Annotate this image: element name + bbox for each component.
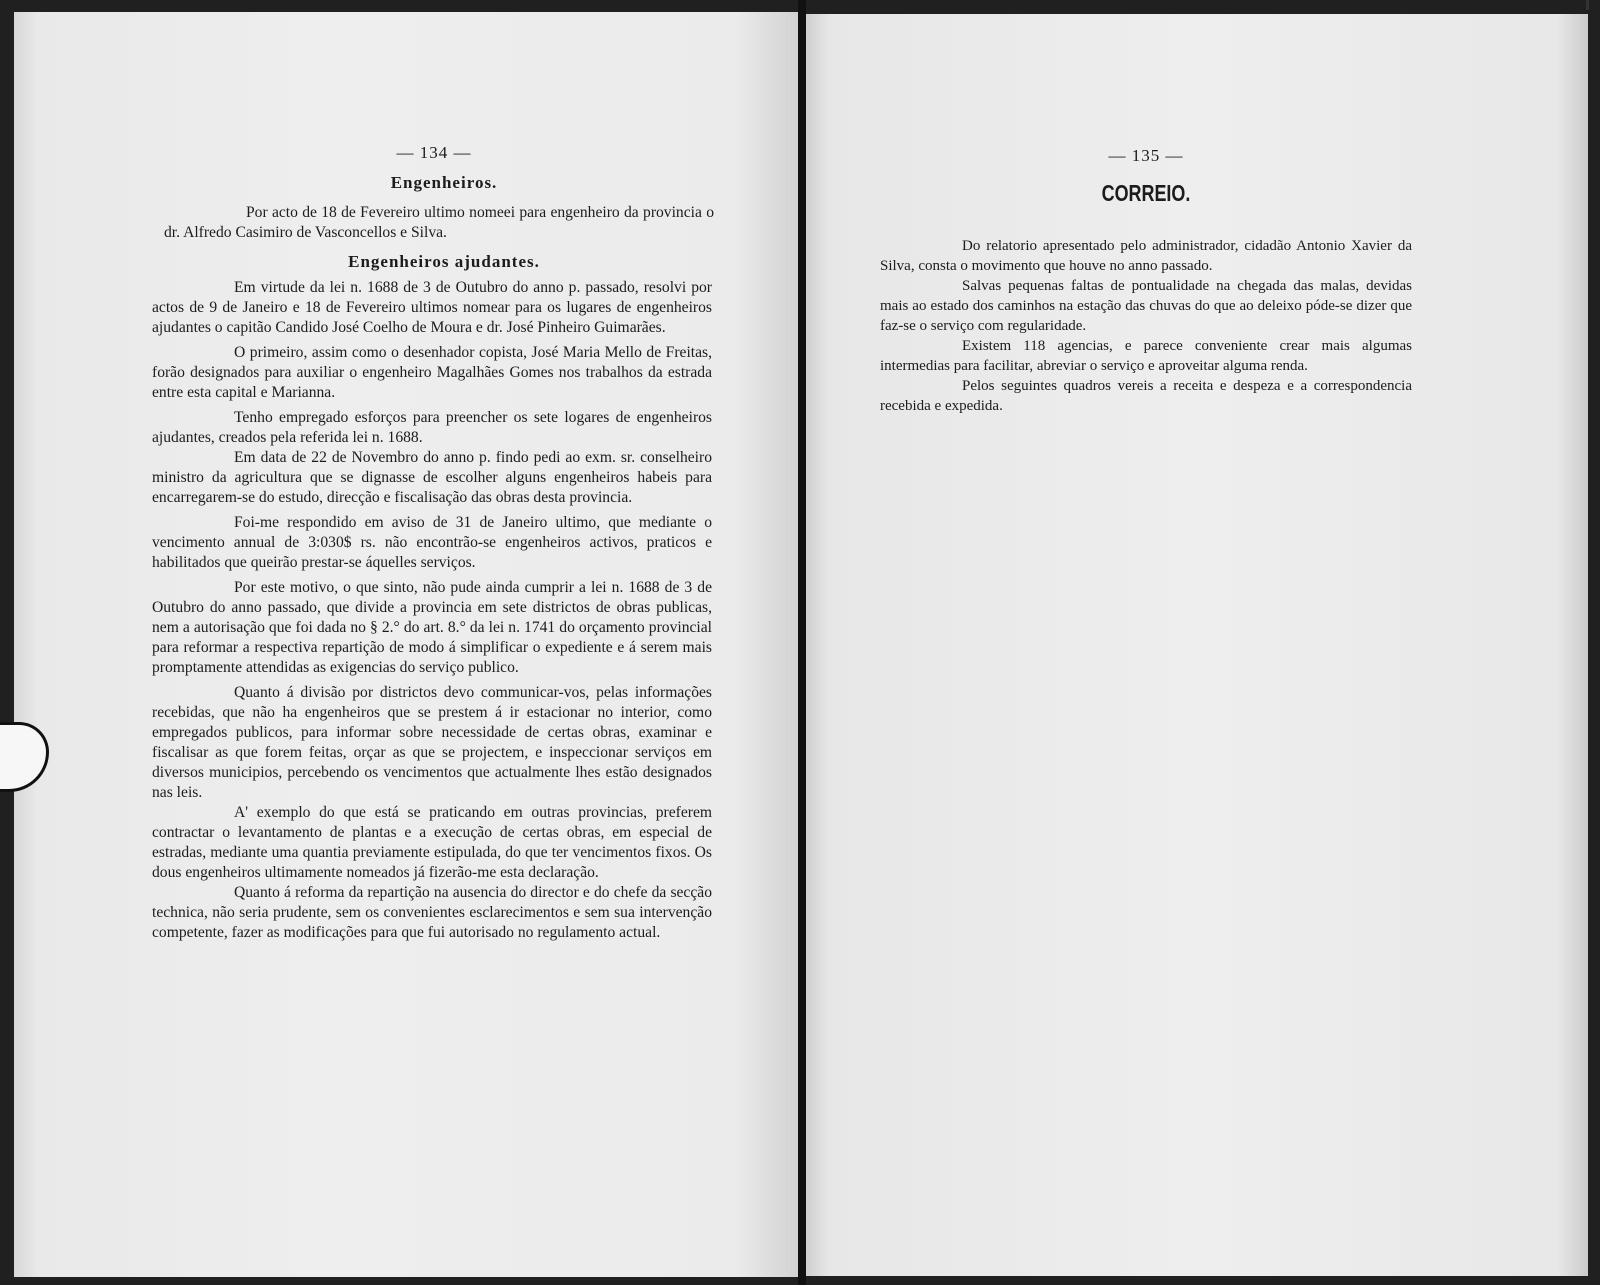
left-page — [14, 12, 798, 1277]
paragraph: Salvas pequenas faltas de pontualidade na chegada das malas, devidas mais ao estado dos caminhos na estação das chuvas do que ao deleixo póde-se dizer que faz-se o serviço com regularidade. — [880, 278, 1412, 334]
paragraph: A' exemplo do que está se praticando em outras provincias, preferem contractar o levantamento de plantas e a execução de certas obras, em especial de estradas, mediante uma quantia previamente estipulada, do que ter vencimentos fixos. Os dous engenheiros ultimamente nomeados já fizerão-me esta declaração. — [152, 804, 712, 881]
paragraph: Em data de 22 de Novembro do anno p. findo pedi ao exm. sr. conselheiro ministro da agricultura que se dignasse de escolher alguns engenheiros habeis para encarregarem-se do estudo, direcção e fiscalisação das obras desta provincia. — [152, 449, 712, 506]
paragraph: Quanto á reforma da repartição na ausencia do director e do chefe da secção technica, não seria prudente, sem os convenientes esclarecimentos e sem sua intervenção competente, fazer as modificações para que fui autorisado no regulamento actual. — [152, 884, 712, 941]
section-engenheiros-ajudantes-body — [152, 278, 712, 943]
paragraph: Tenho empregado esforços para preencher os sete logares de engenheiros ajudantes, creados pela referida lei n. 1688. — [152, 409, 712, 446]
section-title-engenheiros: Engenheiros. — [390, 173, 498, 192]
paragraph: Quanto á divisão por districtos devo communicar-vos, pelas informações recebidas, que não ha engenheiros que se prestem á ir estacionar no interior, como empregados publicos, para informar sobre necessidade de certas obras, examinar e fiscalisar as que forem feitas, orçar as que se projectem, e inspeccionar serviços em diversos municipios, percebendo os vencimentos que actualmente lhes estão designados nas leis. — [152, 684, 712, 801]
paragraph: Por este motivo, o que sinto, não pude ainda cumprir a lei n. 1688 de 3 de Outubro do anno passado, que divide a provincia em sete districtos de obras publicas, nem a autorisação que foi dada no § 2.° do art. 8.° da lei n. 1741 do orçamento provincial para reformar a respectiva repartição de modo á simplificar o expediente e á serem mais promptamente attendidas as exigencias do serviço publico. — [152, 579, 712, 676]
section-title-correio: CORREIO. — [1101, 180, 1191, 206]
paragraph: Foi-me respondido em aviso de 31 de Janeiro ultimo, que mediante o vencimento annual de 3:030$ rs. não encontrão-se engenheiros activos, praticos e habilitados que queirão prestar-se áquelles serviços. — [152, 514, 712, 571]
section-title-engenheiros-ajudantes: Engenheiros ajudantes. — [348, 252, 540, 271]
section-engenheiros-body — [164, 203, 714, 243]
book-gutter — [798, 0, 806, 1285]
edge-mark — [1586, 0, 1589, 10]
paragraph: Em virtude da lei n. 1688 de 3 de Outubro do anno p. passado, resolvi por actos de 9 de Janeiro e 18 de Fevereiro ultimos nomear para os lugares de engenheiros ajudantes o capitão Candido José Coelho de Moura e dr. José Pinheiro Guimarães. — [152, 279, 712, 336]
paragraph: Por acto de 18 de Fevereiro ultimo nomeei para engenheiro da provincia o dr. Alfredo Casimiro de Vasconcellos e Silva. — [164, 204, 714, 241]
right-page — [806, 14, 1588, 1276]
paragraph: Pelos seguintes quadros vereis a receita e despeza e a correspondencia recebida e expedida. — [880, 378, 1412, 414]
section-correio-body — [880, 236, 1412, 416]
paragraph: Existem 118 agencias, e parece conveniente crear mais algumas intermedias para facilitar, abreviar o serviço e aproveitar alguma renda. — [880, 338, 1412, 374]
paragraph: O primeiro, assim como o desenhador copista, José Maria Mello de Freitas, forão designados para auxiliar o engenheiro Magalhães Gomes nos trabalhos da estrada entre esta capital e Marianna. — [152, 344, 712, 401]
page-number-right: — 135 — — [1108, 146, 1184, 165]
paragraph: Do relatorio apresentado pelo administrador, cidadão Antonio Xavier da Silva, consta o movimento que houve no anno passado. — [880, 238, 1412, 274]
page-number-left: — 134 — — [396, 143, 472, 162]
